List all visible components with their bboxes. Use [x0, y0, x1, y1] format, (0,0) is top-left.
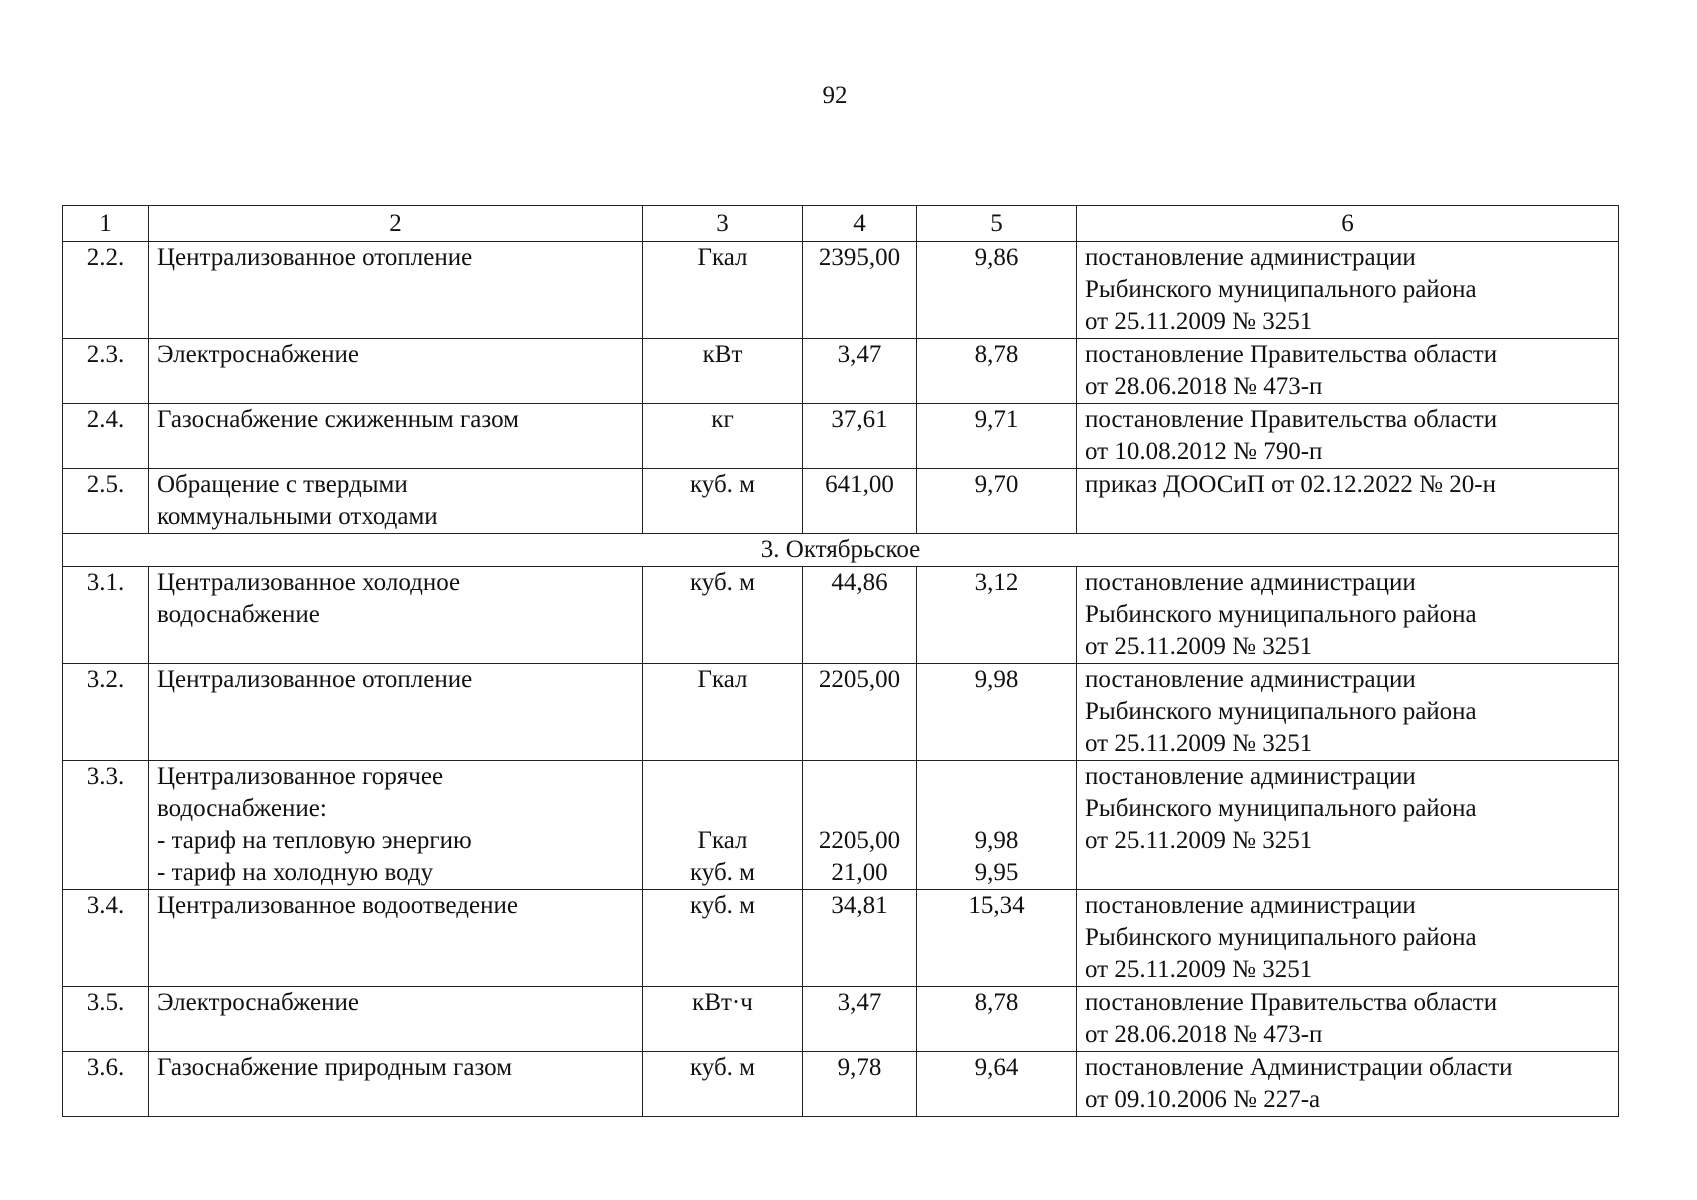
legal-basis: от 25.11.2009 № 3251 [1085, 730, 1313, 757]
consumption-norm-cell [803, 567, 917, 664]
legal-basis: от 25.11.2009 № 3251 [1085, 633, 1313, 660]
legal-basis: постановление Правительства области [1085, 989, 1498, 1016]
unit-of-measure-cell [643, 987, 803, 1052]
legal-basis: постановление администрации [1085, 763, 1416, 790]
consumption-norm: 2205,00 [818, 827, 901, 854]
service-name: Централизованное отопление [157, 666, 473, 693]
service-name: Централизованное водоотведение [157, 892, 518, 919]
section-header-row [63, 534, 1619, 567]
table-row [63, 567, 1619, 664]
table-row [63, 761, 1619, 890]
column-header-6: 6 [1077, 206, 1619, 242]
table-body [63, 242, 1619, 1117]
legal-basis: постановление Правительства области [1085, 406, 1498, 433]
page-number: 92 [822, 82, 848, 109]
legal-basis: от 25.11.2009 № 3251 [1085, 308, 1313, 335]
tariff-value-cell [917, 761, 1077, 890]
unit-of-measure: куб. м [689, 569, 755, 596]
consumption-norm-cell [803, 890, 917, 987]
unit-of-measure: кВт [702, 341, 743, 368]
row-number: 3.6. [63, 1052, 149, 1117]
row-number: 3.3. [63, 761, 149, 890]
table-row [63, 1052, 1619, 1117]
column-header-3: 3 [643, 206, 803, 242]
tariff-value-cell [917, 404, 1077, 469]
consumption-norm-cell [803, 664, 917, 761]
legal-basis: постановление администрации [1085, 892, 1416, 919]
legal-basis: Рыбинского муниципального района [1085, 698, 1477, 725]
column-header-1: 1 [63, 206, 149, 242]
legal-basis: от 28.06.2018 № 473-п [1085, 373, 1323, 400]
legal-basis-cell [1077, 890, 1619, 987]
unit-of-measure-cell [643, 890, 803, 987]
tariff-value: 15,34 [968, 892, 1025, 919]
service-name: - тариф на холодную воду [157, 859, 434, 886]
section-title: 3. Октябрьское [63, 534, 1619, 567]
service-name-cell [149, 1052, 643, 1117]
service-name: Централизованное холодное [157, 569, 461, 596]
legal-basis: постановление администрации [1085, 244, 1416, 271]
unit-of-measure-cell [643, 242, 803, 339]
tariff-value-cell [917, 567, 1077, 664]
legal-basis: Рыбинского муниципального района [1085, 924, 1477, 951]
tariff-value: 9,71 [974, 406, 1019, 433]
unit-of-measure [651, 761, 794, 793]
consumption-norm: 21,00 [831, 859, 888, 886]
legal-basis: Рыбинского муниципального района [1085, 601, 1477, 628]
tariff-value-cell [917, 1052, 1077, 1117]
legal-basis: от 09.10.2006 № 227-а [1085, 1086, 1321, 1113]
tariff-value-cell [917, 469, 1077, 534]
unit-of-measure: кВт·ч [692, 989, 753, 1016]
header-row [63, 206, 1619, 242]
consumption-norm-cell [803, 987, 917, 1052]
consumption-norm-cell [803, 469, 917, 534]
legal-basis-cell [1077, 404, 1619, 469]
service-name: водоснабжение: [157, 795, 327, 822]
table-row [63, 987, 1619, 1052]
consumption-norm [811, 761, 908, 793]
legal-basis: Рыбинского муниципального района [1085, 795, 1477, 822]
service-name: Газоснабжение сжиженным газом [157, 406, 519, 433]
tariff-value: 9,95 [974, 859, 1019, 886]
unit-of-measure-cell [643, 339, 803, 404]
service-name-cell [149, 664, 643, 761]
tariff-value: 3,12 [974, 569, 1019, 596]
unit-of-measure: Гкал [697, 244, 748, 271]
table-row [63, 404, 1619, 469]
table-row [63, 242, 1619, 339]
unit-of-measure: куб. м [689, 859, 755, 886]
legal-basis: постановление администрации [1085, 569, 1416, 596]
tariff-value [925, 793, 1068, 825]
row-number: 3.1. [63, 567, 149, 664]
consumption-norm-cell [803, 242, 917, 339]
table-row [63, 664, 1619, 761]
legal-basis-cell [1077, 987, 1619, 1052]
consumption-norm: 9,78 [837, 1054, 882, 1081]
tariff-value-cell [917, 242, 1077, 339]
service-name-cell [149, 339, 643, 404]
row-number: 2.3. [63, 339, 149, 404]
service-name: Централизованное горячее [157, 763, 444, 790]
service-name-cell [149, 761, 643, 890]
column-header-2: 2 [149, 206, 643, 242]
consumption-norm-cell [803, 1052, 917, 1117]
unit-of-measure: куб. м [689, 471, 755, 498]
unit-of-measure: куб. м [689, 1054, 755, 1081]
service-name: - тариф на тепловую энергию [157, 827, 472, 854]
legal-basis-cell [1077, 242, 1619, 339]
service-name-cell [149, 242, 643, 339]
consumption-norm-cell [803, 339, 917, 404]
legal-basis: постановление администрации [1085, 666, 1416, 693]
legal-basis: от 28.06.2018 № 473-п [1085, 1021, 1323, 1048]
row-number: 3.5. [63, 987, 149, 1052]
legal-basis: постановление Администрации области [1085, 1054, 1513, 1081]
legal-basis-cell [1077, 339, 1619, 404]
tariff-value-cell [917, 987, 1077, 1052]
tariff-value: 9,70 [974, 471, 1019, 498]
service-name: Газоснабжение природным газом [157, 1054, 513, 1081]
unit-of-measure: куб. м [689, 892, 755, 919]
unit-of-measure-cell [643, 567, 803, 664]
tariff-value: 8,78 [974, 989, 1019, 1016]
row-number: 2.4. [63, 404, 149, 469]
legal-basis-cell [1077, 761, 1619, 890]
row-number: 3.4. [63, 890, 149, 987]
consumption-norm: 2205,00 [818, 666, 901, 693]
consumption-norm [811, 793, 908, 825]
service-name-cell [149, 890, 643, 987]
tariff-value: 9,98 [974, 827, 1019, 854]
tariff-value [925, 761, 1068, 793]
tariff-value: 8,78 [974, 341, 1019, 368]
tariff-value-cell [917, 664, 1077, 761]
unit-of-measure-cell [643, 404, 803, 469]
consumption-norm: 641,00 [825, 471, 894, 498]
table-row [63, 890, 1619, 987]
legal-basis-cell [1077, 469, 1619, 534]
legal-basis: от 25.11.2009 № 3251 [1085, 827, 1313, 854]
tariff-value: 9,86 [974, 244, 1019, 271]
consumption-norm: 37,61 [831, 406, 888, 433]
unit-of-measure-cell [643, 761, 803, 890]
service-name-cell [149, 567, 643, 664]
legal-basis: от 25.11.2009 № 3251 [1085, 956, 1313, 983]
table-row [63, 339, 1619, 404]
legal-basis: от 10.08.2012 № 790-п [1085, 438, 1323, 465]
row-number: 3.2. [63, 664, 149, 761]
service-name: водоснабжение [157, 601, 320, 628]
legal-basis: постановление Правительства области [1085, 341, 1498, 368]
service-name: коммунальными отходами [157, 503, 438, 530]
consumption-norm-cell [803, 404, 917, 469]
service-name: Электроснабжение [157, 989, 359, 1016]
consumption-norm: 3,47 [837, 341, 882, 368]
service-name: Централизованное отопление [157, 244, 473, 271]
tariff-value: 9,98 [974, 666, 1019, 693]
tariff-value-cell [917, 890, 1077, 987]
service-name-cell [149, 404, 643, 469]
unit-of-measure-cell [643, 664, 803, 761]
consumption-norm-cell [803, 761, 917, 890]
unit-of-measure-cell [643, 469, 803, 534]
unit-of-measure: Гкал [697, 666, 748, 693]
consumption-norm: 2395,00 [818, 244, 901, 271]
legal-basis: приказ ДООСиП от 02.12.2022 № 20-н [1085, 471, 1496, 498]
unit-of-measure: кг [711, 406, 734, 433]
consumption-norm: 34,81 [831, 892, 888, 919]
legal-basis-cell [1077, 664, 1619, 761]
row-number: 2.2. [63, 242, 149, 339]
legal-basis-cell [1077, 1052, 1619, 1117]
column-header-4: 4 [803, 206, 917, 242]
service-name: Обращение с твердыми [157, 471, 408, 498]
tariff-table [62, 205, 1619, 1117]
legal-basis-cell [1077, 567, 1619, 664]
unit-of-measure: Гкал [697, 827, 748, 854]
tariff-value-cell [917, 339, 1077, 404]
column-header-5: 5 [917, 206, 1077, 242]
consumption-norm: 3,47 [837, 989, 882, 1016]
service-name-cell [149, 469, 643, 534]
tariff-value: 9,64 [974, 1054, 1019, 1081]
consumption-norm: 44,86 [831, 569, 888, 596]
unit-of-measure [651, 793, 794, 825]
table-row [63, 469, 1619, 534]
service-name-cell [149, 987, 643, 1052]
unit-of-measure-cell [643, 1052, 803, 1117]
row-number: 2.5. [63, 469, 149, 534]
legal-basis: Рыбинского муниципального района [1085, 276, 1477, 303]
service-name: Электроснабжение [157, 341, 359, 368]
